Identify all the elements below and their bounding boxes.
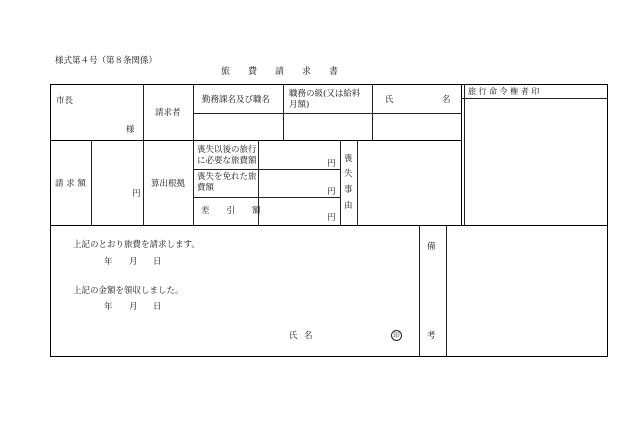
border-bottom xyxy=(50,356,607,357)
receipt-date-day: 日 xyxy=(153,302,162,312)
row1-label-line1: 喪失以後の旅行 xyxy=(197,145,257,155)
line-h-seal-title xyxy=(462,98,607,99)
line-v-remarks-left xyxy=(419,225,420,356)
line-h-header-mid xyxy=(193,113,461,114)
line-v-grade xyxy=(372,84,373,140)
border-top xyxy=(50,84,462,85)
travel-order-seal-label: 旅 行 命 令 権 者 印 xyxy=(468,87,540,96)
line-h-calc-1 xyxy=(193,169,340,170)
row3-yen: 円 xyxy=(327,213,336,223)
signer-label-shi: 氏 xyxy=(289,331,298,341)
line-v-dept xyxy=(283,84,284,140)
line-v-mayor xyxy=(143,84,144,140)
line-h-header-bottom xyxy=(50,140,462,141)
loss-reason-char-4: 由 xyxy=(344,201,353,211)
line-h-calc-2 xyxy=(193,197,340,198)
line-v-claimant xyxy=(193,84,194,140)
form-title: 旅 費 請 求 書 xyxy=(221,67,339,77)
loss-reason-char-3: 事 xyxy=(344,185,353,195)
request-date-year: 年 xyxy=(104,257,113,267)
row2-yen: 円 xyxy=(327,187,336,197)
remarks-label-top: 備 xyxy=(427,242,436,252)
loss-reason-char-1: 喪 xyxy=(344,154,353,164)
line-v-amount-yen xyxy=(143,140,144,225)
receipt-date-year: 年 xyxy=(104,302,113,312)
claim-amount-yen: 円 xyxy=(132,189,141,199)
line-v-calc-value xyxy=(340,140,341,225)
line-v-remarks-right xyxy=(446,225,447,356)
row3-label: 差 引 額 xyxy=(201,206,261,216)
grade-label-line1: 職務の級(又は給料 xyxy=(289,89,361,99)
grade-label-line2: 月額) xyxy=(289,100,310,110)
request-date-day: 日 xyxy=(153,257,162,267)
border-top-seal xyxy=(462,84,607,85)
request-date-month: 月 xyxy=(129,257,138,267)
line-v-claim-amount xyxy=(91,140,92,225)
dept-position-label: 勤務課名及び職名 xyxy=(202,95,271,105)
receipt-text: 上記の金額を領収しました。 xyxy=(73,286,184,296)
row2-label-line1: 喪失を免れた旅 xyxy=(197,172,257,182)
line-h-amount-bottom xyxy=(50,225,607,226)
row1-yen: 円 xyxy=(327,159,336,169)
name-label-mei: 名 xyxy=(442,95,451,105)
form-number: 様式第４号（第８条関係） xyxy=(55,56,158,66)
row2-label-line2: 費額 xyxy=(197,183,215,193)
mayor-label: 市長 xyxy=(56,96,74,106)
loss-reason-char-2: 失 xyxy=(344,169,353,179)
seal-mark-icon: 印 xyxy=(391,330,402,341)
border-left xyxy=(50,84,51,357)
claim-amount-label: 請 求 額 xyxy=(55,179,86,189)
line-v-seal-left xyxy=(461,84,462,225)
remarks-label-bottom: 考 xyxy=(427,331,436,341)
claimant-label: 請求者 xyxy=(155,108,181,118)
line-v-calc-basis xyxy=(193,140,194,225)
line-v-loss-reason xyxy=(357,140,358,225)
border-right xyxy=(607,84,608,357)
name-label-shi: 氏 xyxy=(385,95,394,105)
signer-label-mei: 名 xyxy=(304,331,313,341)
request-text: 上記のとおり旅費を請求します。 xyxy=(73,240,200,250)
calc-basis-label: 算出根拠 xyxy=(151,179,186,189)
row1-label-line2: に必要な旅費額 xyxy=(197,156,257,166)
receipt-date-month: 月 xyxy=(129,302,138,312)
line-v-seal-left-inner xyxy=(464,84,465,225)
sama-label: 様 xyxy=(126,125,135,135)
